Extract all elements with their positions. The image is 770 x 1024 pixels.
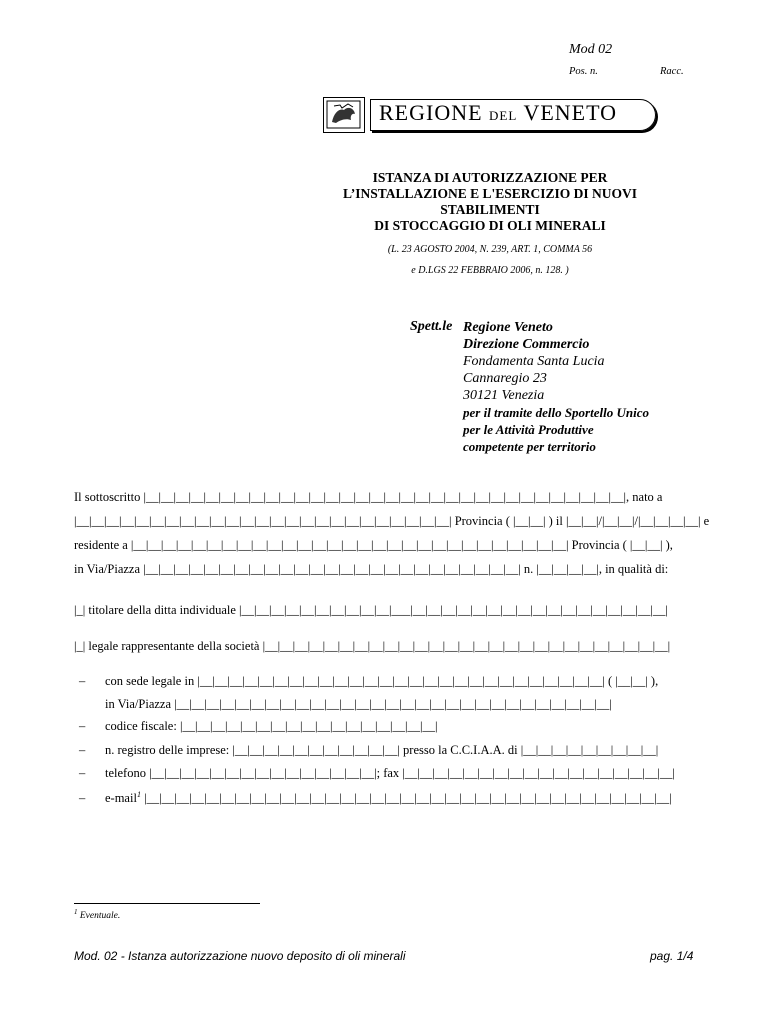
title-line-3: STABILIMENTI [440,202,540,217]
addr-line-6: per il tramite dello Sportello Unico [463,405,649,420]
law-line-2: e D.LGS 22 FEBBRAIO 2006, n. 128. ) [411,265,569,276]
addr-line-8: competente per territorio [463,439,596,454]
law-reference [300,239,680,281]
footnote-text: Eventuale. [77,911,121,922]
codice-fiscale-field[interactable]: codice fiscale: |__|__|__|__|__|__|__|__|__|__|__|__|__|__|__|__|__| [105,719,438,733]
racc-label: Racc. [660,66,684,77]
addressee [463,319,649,455]
spett-label: Spett.le [410,319,453,334]
legale-checkbox-row[interactable]: |_| legale rappresentante della società |__|__|__|__|__|__|__|__|__|__|__|__|__|__|__|__|__|__|__|__|__|__|__|__|__|__|__| [74,639,671,653]
email-field[interactable]: |__|__|__|__|__|__|__|__|__|__|__|__|__|__|__|__|__|__|__|__|__|__|__|__|__|__|__|__|__|__|__|__|__|__|__| [140,791,672,806]
telefono-row[interactable] [79,766,675,781]
email-footnote-ref: 1 [136,790,141,799]
lion-emblem [323,97,365,133]
title-line-4: DI STOCCAGGIO DI OLI MINERALI [374,218,606,233]
registro-field[interactable]: n. registro delle imprese: |__|__|__|__|__|__|__|__|__|__|__| presso la C.C.I.A.A. di |__|__|__|__|__|__|__|__|__| [105,743,659,757]
logo-regione: REGIONE [379,100,483,125]
residence-field[interactable]: residente a |__|__|__|__|__|__|__|__|__|__|__|__|__|__|__|__|__|__|__|__|__|__|__|__|__|__|__|__|__| Provincia ( |__|__| ), [74,538,673,552]
sede-legale-field[interactable]: con sede legale in |__|__|__|__|__|__|__|__|__|__|__|__|__|__|__|__|__|__|__|__|__|__|__|__|__|__|__| ( |__|__| ), [105,674,659,688]
codice-fiscale-row[interactable] [79,719,438,734]
list-dash: – [79,766,86,780]
footer-page-number: pag. 1/4 [650,949,694,963]
addr-line-5: 30121 Venezia [463,388,545,403]
footnote [74,908,120,921]
document-title [300,170,680,234]
region-logo [323,97,659,133]
sede-via-row[interactable] [105,697,612,712]
titolare-checkbox-row[interactable]: |_| titolare della ditta individuale |__|__|__|__|__|__|__|__|__|__|___|__|__|__|__|__|__|__|__|__|__|__|__|__|__|__|__|__| [74,603,668,617]
addr-line-3: Fondamenta Santa Lucia [463,354,605,369]
birthplace-field[interactable]: |__|__|__|__|__|__|__|__|__|__|__|__|__|__|__|__|__|__|__|__|__|__|__|__|__| Provincia ( |__|__| ) il |__|__|/|__|__|/|__|__|__|__| e [74,514,710,528]
street-field[interactable]: in Via/Piazza |__|__|__|__|__|__|__|__|__|__|__|__|__|__|__|__|__|__|__|__|__|__|__|__|__| n. |__|__|__|__|, in qualità di: [74,562,669,576]
pos-label: Pos. n. [569,66,598,77]
addr-line-7: per le Attività Produttive [463,422,594,437]
email-row[interactable] [79,790,672,806]
title-line-1: ISTANZA DI AUTORIZZAZIONE PER [372,170,608,185]
registro-row[interactable] [79,743,658,758]
telefono-fax-field[interactable]: telefono |__|__|__|__|__|__|__|__|__|__|__|__|__|__|__|; fax |__|__|__|__|__|__|__|__|__|__|__|__|__|__|__|__|__|__| [105,766,675,780]
law-line-1: (L. 23 AGOSTO 2004, N. 239, ART. 1, COMMA 56 [387,244,593,255]
mod-number: Mod 02 [569,42,613,57]
logo-veneto: VENETO [523,100,618,125]
addr-line-4: Cannaregio 23 [463,371,547,386]
list-dash: – [79,791,86,806]
logo-del: DEL [489,108,518,123]
list-dash: – [79,674,86,688]
list-dash: – [79,719,86,733]
title-line-2: L’INSTALLAZIONE E L'ESERCIZIO DI NUOVI [342,186,638,201]
footnote-rule [74,903,260,904]
sede-via-field[interactable]: in Via/Piazza |__|__|__|__|__|__|__|__|__|__|__|__|__|__|__|__|__|__|__|__|__|__|__|__|__|__|__|__|__| [105,697,612,711]
logo-text [379,100,617,126]
sede-legale-row[interactable] [79,674,658,689]
list-dash: – [79,743,86,757]
sottoscritto-field[interactable]: Il sottoscritto |__|__|__|__|__|__|__|__|__|__|__|__|__|__|__|__|__|__|__|__|__|__|__|__|__|__|__|__|__|__|__|__|, nato a [74,490,663,504]
addr-line-2: Direzione Commercio [463,337,590,352]
addr-line-1: Regione Veneto [463,320,553,335]
footnote-number: 1 [74,908,78,916]
email-label: e-mail [105,791,137,806]
footer-document-name: Mod. 02 - Istanza autorizzazione nuovo deposito di oli minerali [74,949,406,963]
